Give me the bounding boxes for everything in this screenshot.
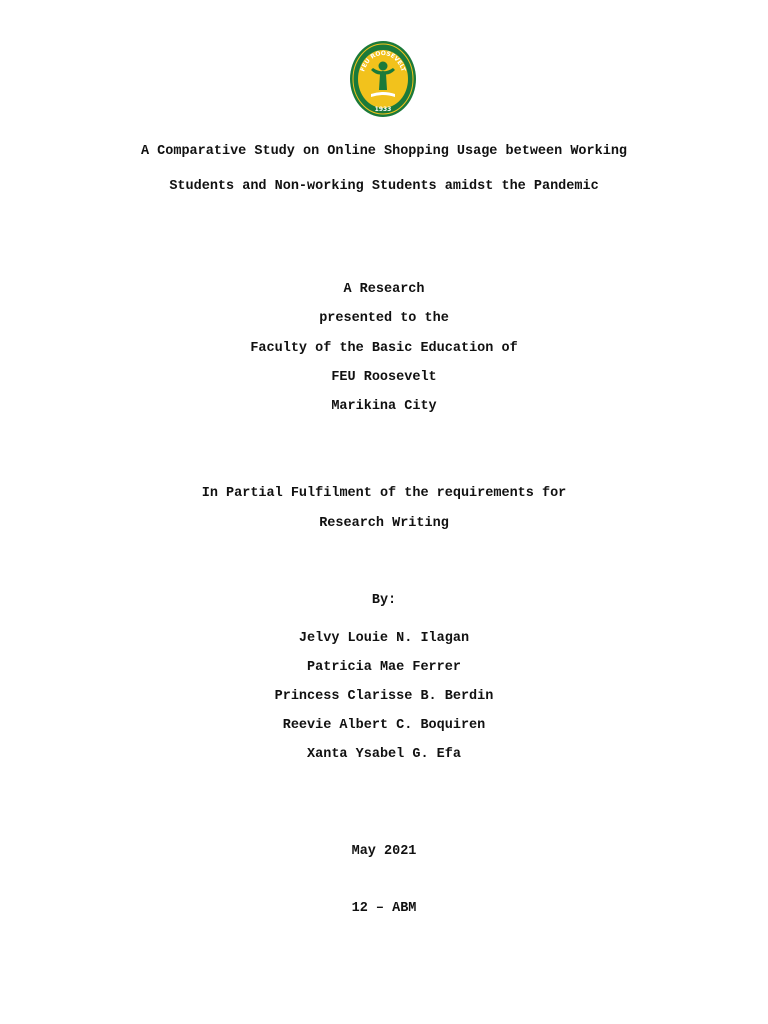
author-name: Princess Clarisse B. Berdin	[274, 689, 494, 704]
author-name: Patricia Mae Ferrer	[307, 660, 461, 675]
presentation-line-2: presented to the	[319, 311, 449, 326]
study-title-line-2: Students and Non-working Students amidst the Pandemic	[169, 179, 599, 194]
grade-strand: 12 – ABM	[351, 901, 417, 916]
presentation-line-1: A Research	[343, 282, 425, 297]
by-label: By:	[371, 593, 397, 608]
submission-date: May 2021	[351, 844, 417, 859]
logo-arc-text: FEU ROOSEVELT	[359, 49, 407, 73]
feu-roosevelt-logo	[349, 40, 417, 118]
author-name: Xanta Ysabel G. Efa	[307, 747, 461, 762]
author-name: Reevie Albert C. Boquiren	[282, 718, 486, 733]
presentation-line-4: FEU Roosevelt	[331, 370, 437, 385]
fulfilment-line-1: In Partial Fulfilment of the requirements for	[201, 486, 567, 501]
study-title-line-1: A Comparative Study on Online Shopping Usage between Working	[140, 144, 628, 159]
presentation-line-3: Faculty of the Basic Education of	[250, 341, 518, 356]
logo-year: 1933	[374, 106, 392, 113]
presentation-line-5: Marikina City	[331, 399, 437, 414]
fulfilment-line-2: Research Writing	[319, 516, 449, 531]
author-name: Jelvy Louie N. Ilagan	[298, 631, 470, 646]
